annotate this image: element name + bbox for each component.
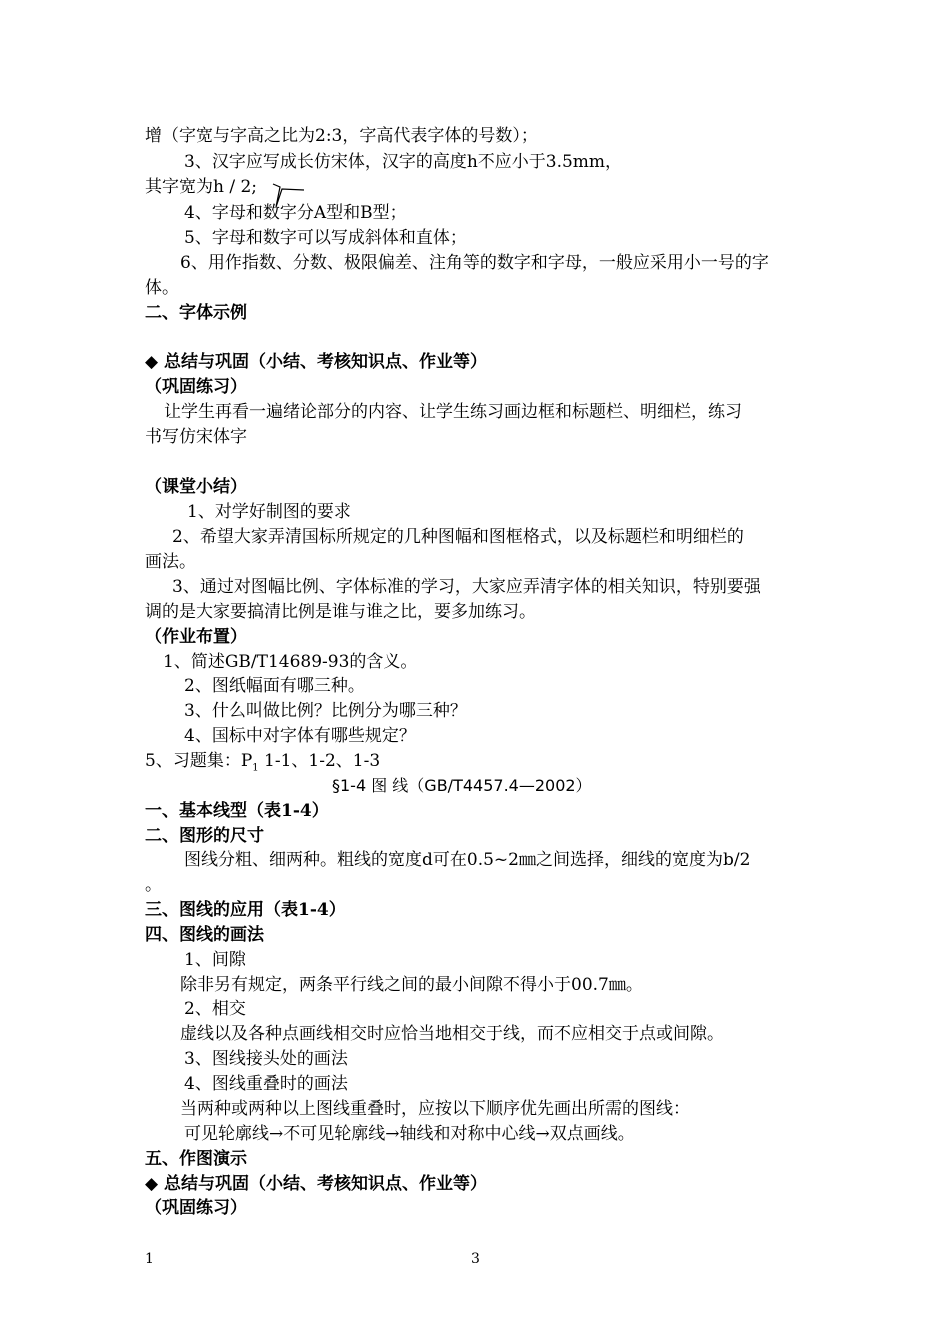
text-line: 4、国标中对字体有哪些规定？	[184, 726, 416, 746]
footer-left-number: 1	[145, 1251, 154, 1267]
page-number: 3	[471, 1251, 480, 1267]
text-line: 其字宽为h / 2;	[145, 177, 258, 197]
section-heading: ◆ 总结与巩固（小结、考核知识点、作业等）	[145, 1174, 487, 1194]
subscript: 1	[252, 762, 259, 774]
section-title: §1-4 图 线（GB/T4457.4—2002）	[332, 776, 592, 795]
text-line: 体。	[145, 278, 179, 298]
sub-heading: （课堂小结）	[145, 477, 247, 497]
section-heading: ◆ 总结与巩固（小结、考核知识点、作业等）	[145, 352, 487, 372]
text-line: 当两种或两种以上图线重叠时，应按以下顺序优先画出所需的图线：	[180, 1099, 690, 1119]
section-heading: 三、图线的应用（表1-4）	[145, 900, 346, 920]
text-line: 。	[145, 875, 162, 895]
text-line: 画法。	[145, 552, 196, 572]
sub-heading: （作业布置）	[145, 627, 247, 647]
text-line: 2、希望大家弄清国标所规定的几种图幅和图框格式，以及标题栏和明细栏的	[172, 527, 744, 547]
text-line: 3、什么叫做比例？比例分为哪三种？	[184, 701, 467, 721]
text-line: 可见轮廓线→不可见轮廓线→轴线和对称中心线→双点画线。	[184, 1124, 635, 1144]
section-heading: 二、字体示例	[145, 303, 247, 323]
section-heading: 五、作图演示	[145, 1149, 247, 1169]
text-line: 6、用作指数、分数、极限偏差、注角等的数字和字母，一般应采用小一号的字	[180, 253, 769, 273]
text-line: 除非另有规定，两条平行线之间的最小间隙不得小于00.7㎜。	[180, 975, 643, 995]
text-line: 1、间隙	[184, 950, 246, 970]
text-line: 图线分粗、细两种。粗线的宽度d可在0.5~2㎜之间选择，细线的宽度为b/2	[184, 850, 751, 870]
text-line: 增（字宽与字高之比为2:3，字高代表字体的号数）；	[145, 126, 538, 146]
text-line: 4、图线重叠时的画法	[184, 1074, 348, 1094]
text-line: 1、简述GB/T14689-93的含义。	[163, 652, 418, 672]
section-heading: 一、基本线型（表1-4）	[145, 801, 329, 821]
text-line: 2、图纸幅面有哪三种。	[184, 676, 365, 696]
sub-heading: （巩固练习）	[145, 1198, 247, 1218]
text-line: 2、相交	[184, 999, 246, 1019]
text-line: 3、图线接头处的画法	[184, 1049, 348, 1069]
section-heading: 四、图线的画法	[145, 925, 264, 945]
text-line: 3、汉字应写成长仿宋体，汉字的高度h不应小于3.5mm，	[184, 152, 623, 172]
text-line: 1、对学好制图的要求	[187, 502, 351, 522]
text-line: 3、通过对图幅比例、字体标准的学习，大家应弄清字体的相关知识，特别要强	[172, 577, 761, 597]
text-line: 调的是大家要搞清比例是谁与谁之比，要多加练习。	[145, 602, 536, 622]
text-line: 让学生再看一遍绪论部分的内容、让学生练习画边框和标题栏、明细栏，练习	[164, 402, 742, 422]
text-span: 1-1、1-2、1-3	[258, 751, 381, 771]
section-heading: 二、图形的尺寸	[145, 826, 264, 846]
text-line: 虚线以及各种点画线相交时应恰当地相交于线，而不应相交于点或间隙。	[180, 1024, 724, 1044]
text-line: 书写仿宋体字	[145, 427, 247, 447]
text-span: 5、习题集：P	[145, 751, 253, 771]
text-line: 5、字母和数字可以写成斜体和直体；	[184, 228, 467, 248]
text-line: 4、字母和数字分A型和B型；	[184, 203, 407, 223]
sub-heading: （巩固练习）	[145, 377, 247, 397]
